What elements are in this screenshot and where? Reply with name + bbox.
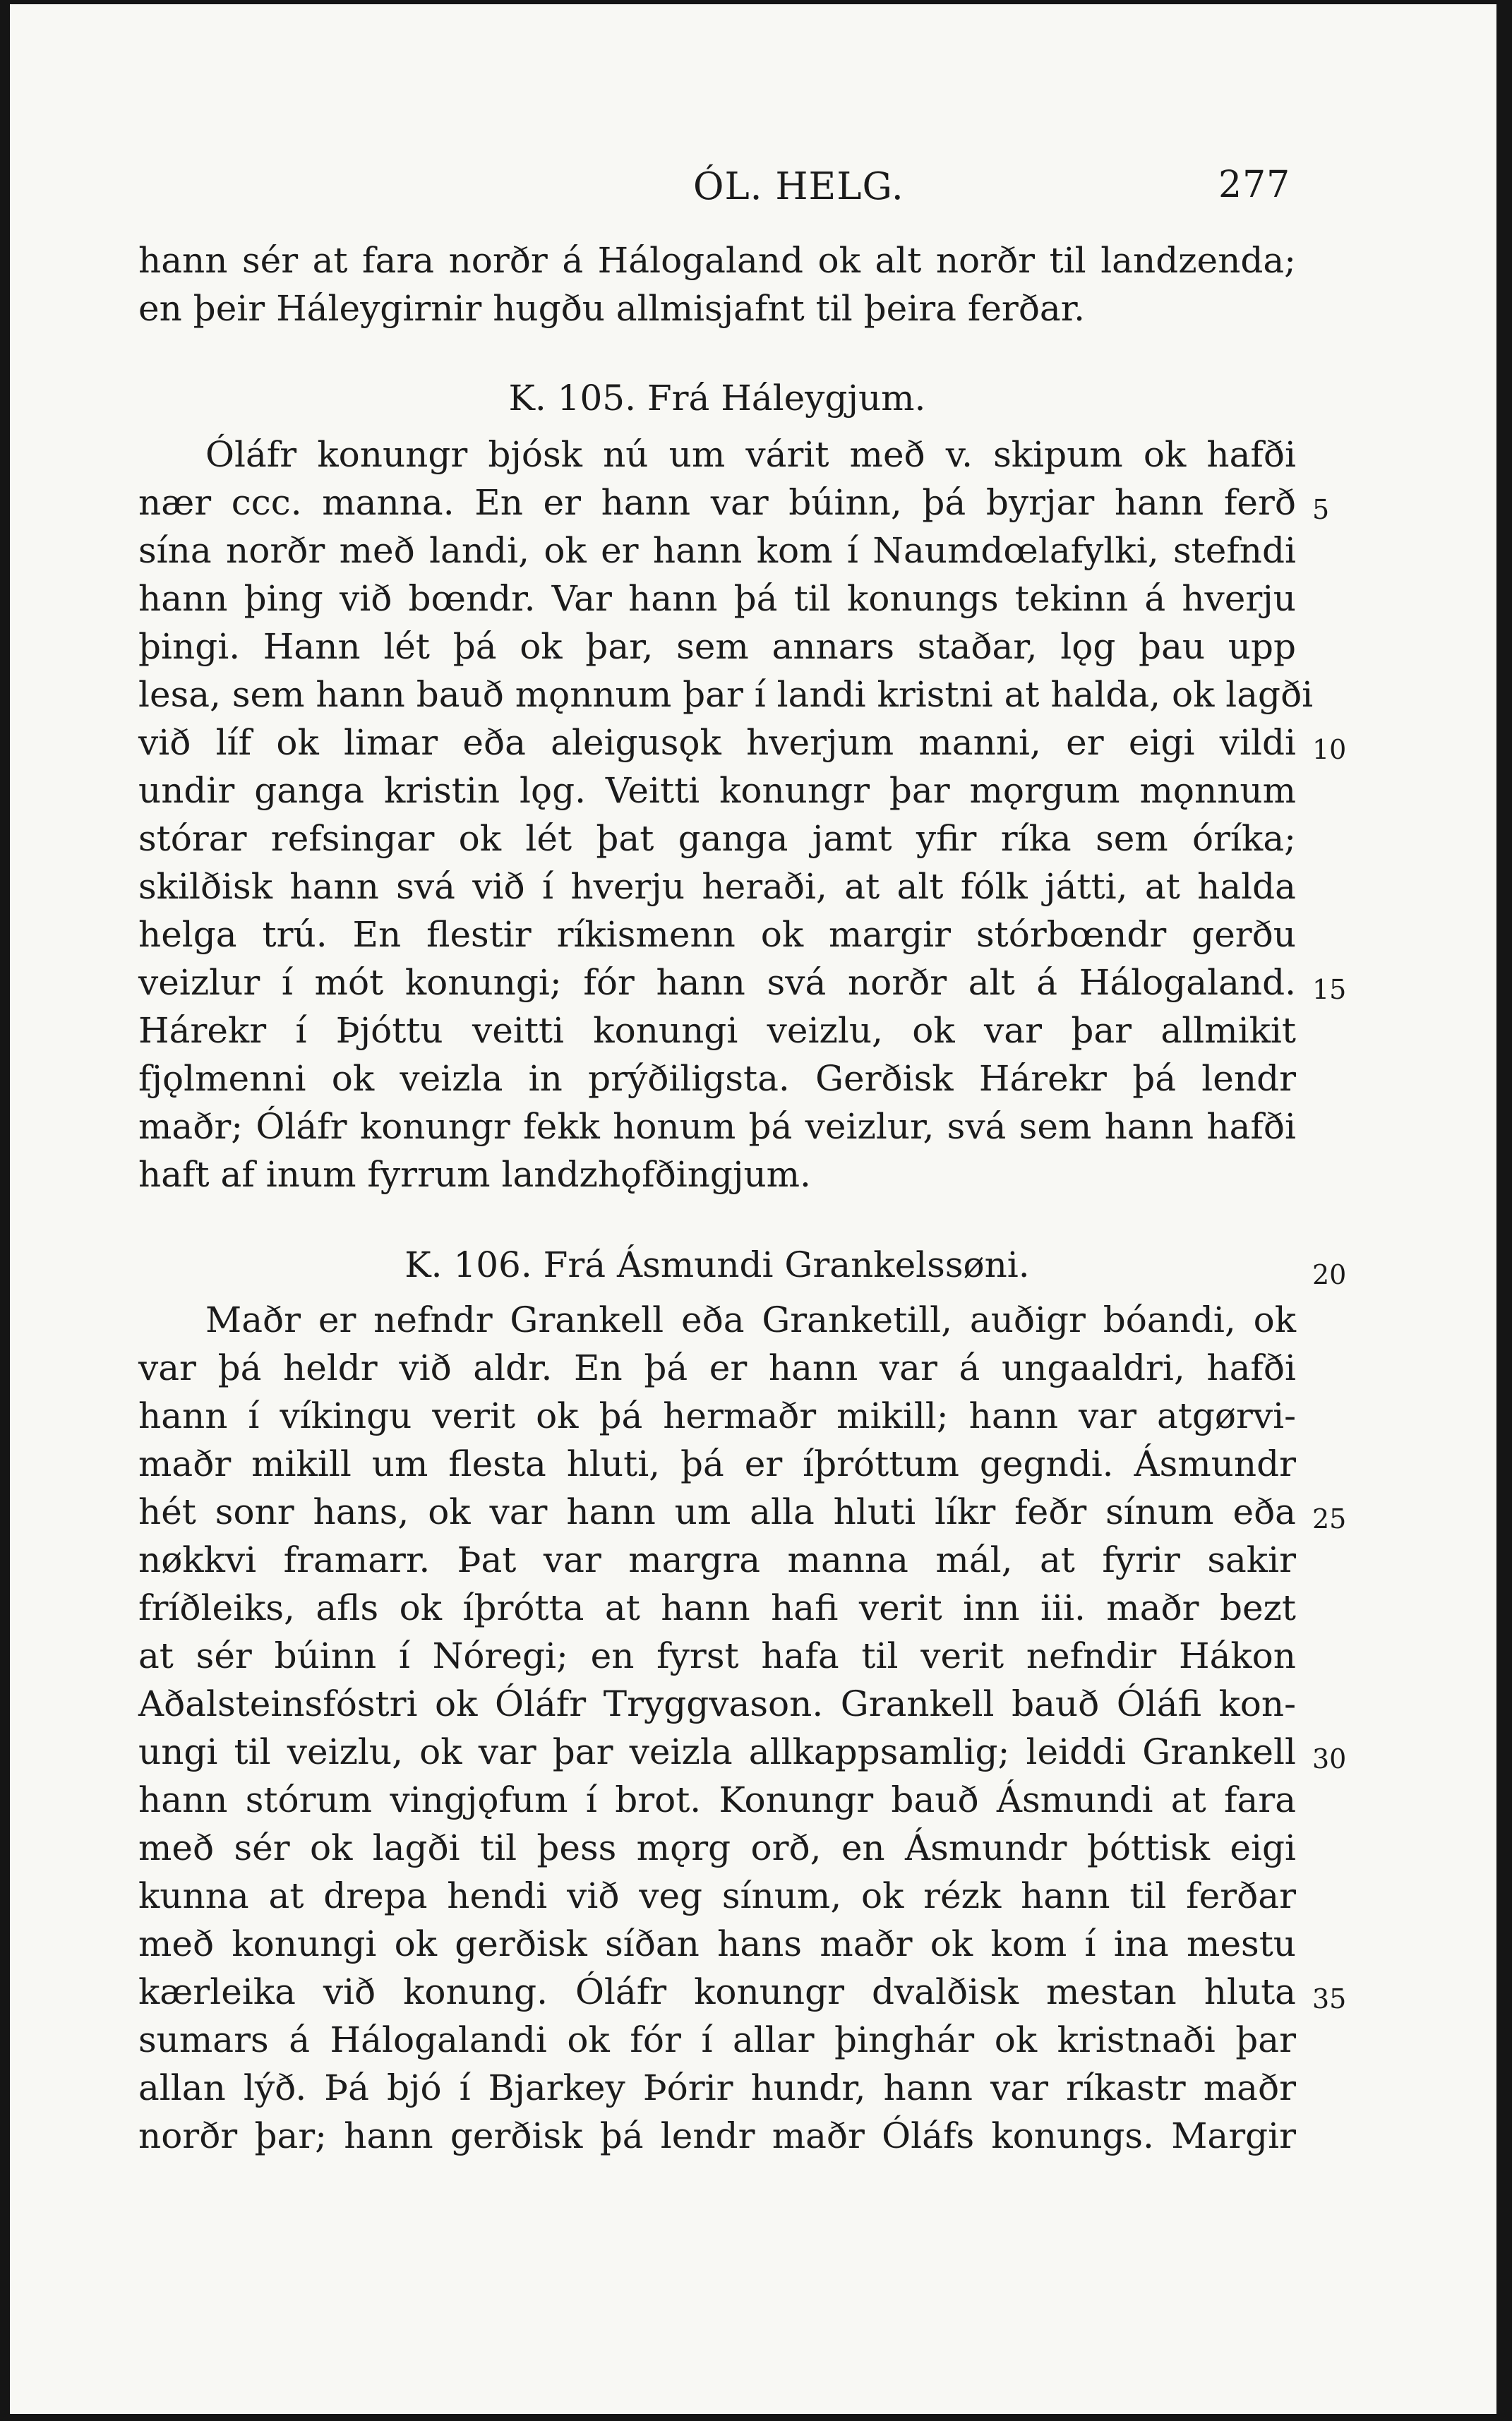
text-line: sumars á Hálogalandi ok fór í allar þinghár ok kristnaði þar [138,2019,1296,2060]
text-line: at sér búinn í Nóregi; en fyrst hafa til verit nefndir Hákon [138,1635,1296,1676]
text-line: var þá heldr við aldr. En þá er hann var á ungaaldri, hafði [138,1347,1296,1388]
text-line: kunna at drepa hendi við veg sínum, ok rézk hann til ferðar [138,1875,1296,1916]
line-number: 35 [1312,1983,1347,2014]
page-number: 277 [1218,164,1291,206]
text-line: hann þing við bœndr. Var hann þá til konungs tekinn á hverju [138,578,1296,619]
text-line: hann stórum vingjǫfum í brot. Konungr bauð Ásmundi at fara [138,1779,1296,1820]
text-line: en þeir Háleygirnir hugðu allmisjafnt til þeira ferðar. [138,288,1086,329]
text-line: þingi. Hann lét þá ok þar, sem annars staðar, lǫg þau upp [138,626,1296,667]
text-line: hét sonr hans, ok var hann um alla hluti líkr feðr sínum eða [138,1491,1296,1532]
text-line: hann sér at fara norðr á Hálogaland ok alt norðr til landzenda; [138,240,1296,281]
line-number: 5 [1312,494,1330,525]
text-line: hann í víkingu verit ok þá hermaðr mikill; hann var atgørvi- [138,1395,1296,1436]
text-line: með konungi ok gerðisk síðan hans maðr ok kom í ina mestu [138,1923,1296,1964]
text-line: haft af inum fyrrum landzhǫfðingjum. [138,1154,811,1195]
text-line: helga trú. En flestir ríkismenn ok margir stórbœndr gerðu [138,914,1296,955]
text-line: við líf ok limar eða aleigusǫk hverjum manni, er eigi vildi [138,722,1296,763]
text-line: fjǫlmenni ok veizla in prýðiligsta. Gerðisk Hárekr þá lendr [138,1058,1296,1099]
chapter-heading-105: K. 105. Frá Háleygjum. [508,378,926,419]
running-title: ÓL. HELG. [693,165,904,208]
line-number: 30 [1312,1743,1347,1774]
text-line: ungi til veizlu, ok var þar veizla allkappsamlig; leiddi Grankell [138,1731,1296,1772]
text-line: allan lýð. Þá bjó í Bjarkey Þórir hundr, hann var ríkastr maðr [138,2067,1296,2108]
text-line: nær ccc. manna. En er hann var búinn, þá byrjar hann ferð [138,482,1296,523]
text-line: norðr þar; hann gerðisk þá lendr maðr Óláfs konungs. Margir [138,2115,1296,2156]
text-line: fríðleiks, afls ok íþrótta at hann hafi verit inn iii. maðr bezt [138,1587,1296,1628]
text-line: Hárekr í Þjóttu veitti konungi veizlu, ok var þar allmikit [138,1010,1296,1051]
text-line: sína norðr með landi, ok er hann kom í Naumdœlafylki, stefndi [138,530,1296,571]
text-line: skilðisk hann svá við í hverju heraði, at alt fólk játti, at halda [138,866,1296,907]
line-number: 10 [1312,734,1347,765]
text-line: veizlur í mót konungi; fór hann svá norðr alt á Hálogaland. [138,962,1296,1003]
text-line: Aðalsteinsfóstri ok Óláfr Tryggvason. Grankell bauð Óláfi kon- [138,1683,1296,1724]
text-line: lesa, sem hann bauð mǫnnum þar í landi kristni at halda, ok lagði [138,674,1314,715]
text-line: með sér ok lagði til þess mǫrg orð, en Ásmundr þóttisk eigi [138,1827,1296,1868]
text-line: maðr; Óláfr konungr fekk honum þá veizlur, svá sem hann hafði [138,1106,1296,1147]
text-line: stórar refsingar ok lét þat ganga jamt yfir ríka sem óríka; [138,818,1296,859]
text-line: kærleika við konung. Óláfr konungr dvalðisk mestan hluta [138,1971,1296,2012]
text-line: maðr mikill um flesta hluti, þá er íþróttum gegndi. Ásmundr [138,1443,1296,1484]
line-number: 15 [1312,974,1347,1005]
text-line: Óláfr konungr bjósk nú um várit með v. skipum ok hafði [205,434,1296,475]
line-number: 20 [1312,1259,1347,1290]
line-number: 25 [1312,1503,1347,1534]
chapter-heading-106: K. 106. Frá Ásmundi Grankelssøni. [404,1244,1030,1285]
text-line: Maðr er nefndr Grankell eða Granketill, auðigr bóandi, ok [205,1299,1296,1340]
text-line: undir ganga kristin lǫg. Veitti konungr þar mǫrgum mǫnnum [138,770,1296,811]
text-line: nøkkvi framarr. Þat var margra manna mál, at fyrir sakir [138,1539,1296,1580]
book-page [10,4,1496,2414]
